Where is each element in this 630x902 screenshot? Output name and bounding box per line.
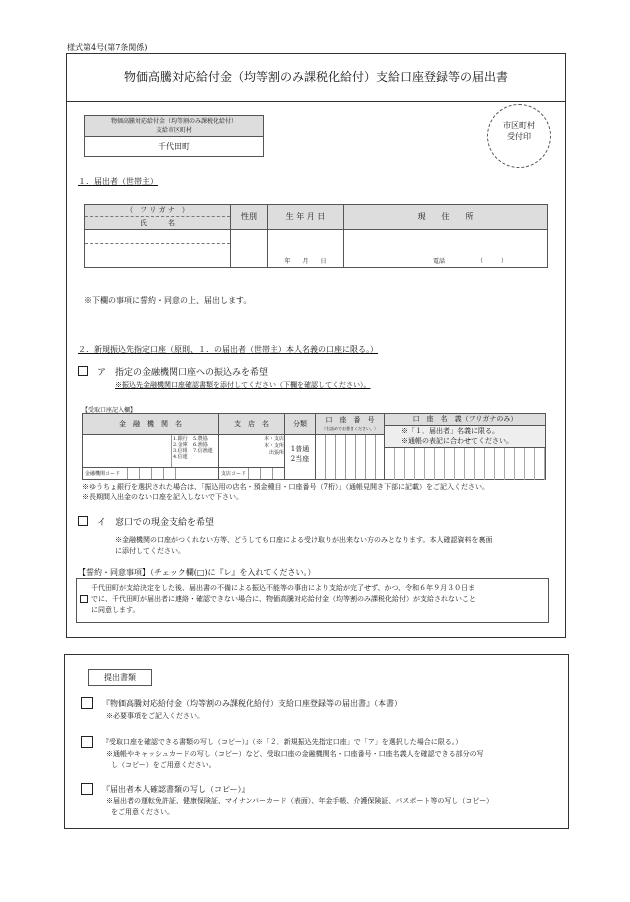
bank-type-col2: 5.農協 6.漁協 7.信漁連 xyxy=(193,436,213,454)
doc2-note2: し（コピー）をご用意ください。 xyxy=(111,761,216,769)
doc1-note1: ※必要事項をご記入ください。 xyxy=(106,712,204,720)
phone-parens: （ ） xyxy=(477,258,508,265)
option-a-label: ア 指定の金融機関口座への振込みを希望 xyxy=(97,368,269,378)
doc3-checkbox[interactable] xyxy=(81,783,93,795)
option-a-note: ※振込先金融機関口座確認書類を添付してください（下欄を確認してください）。 xyxy=(115,381,371,389)
gender-header: 性別 xyxy=(231,205,267,229)
consent-line1: 千代田町が支給決定をした後、届出書の不備による振込不能等の事由により支給が完了せず、かつ、令和６年９月３０日ま xyxy=(91,584,476,592)
holder-header: 口 座 名 義（フリガナのみ） xyxy=(385,414,545,425)
account-types[interactable]: 1普通 2当座 xyxy=(290,445,310,463)
account-number-input[interactable] xyxy=(316,435,384,479)
doc2-checkbox[interactable] xyxy=(81,736,93,748)
stamp-line2: 受付印 xyxy=(507,132,531,141)
option-i-note1: ※金融機関の口座がつくれない方等、どうしても口座による受け取りが出来ない方のみとなります。本人確認資料を裏面 xyxy=(115,536,493,544)
branch-code-input[interactable] xyxy=(248,468,285,479)
name-header: 氏 名 xyxy=(85,216,230,229)
furigana-input[interactable] xyxy=(85,229,230,244)
bank-type-col1: 1.銀行 2.金庫 3.信組 4.信連 xyxy=(173,436,188,460)
branch-code-label: 支店コード xyxy=(221,471,247,477)
applicant-table xyxy=(84,204,548,268)
bank-table-caption: 【受取口座記入欄】 xyxy=(82,407,137,414)
bank-name-input[interactable] xyxy=(83,435,171,467)
birth-units: 年 月 日 xyxy=(284,258,327,265)
municipality-label-1: 物価高騰対応給付金（均等割のみ課税化給付） xyxy=(110,118,237,125)
reception-stamp xyxy=(487,104,551,168)
bank-table xyxy=(82,413,546,480)
documents-box xyxy=(64,654,569,829)
doc1-title: 『物価高騰対応給付金（均等割のみ課税化給付）支給口座登録等の届出書』（本書） xyxy=(102,699,402,708)
municipality-value: 千代田町 xyxy=(158,142,190,151)
branch-header: 支 店 名 xyxy=(219,414,284,434)
bank-code-label: 金融機関コード xyxy=(85,471,121,477)
phone-label: 電話 xyxy=(433,258,446,265)
section2-heading: ２．新規振込先指定口座（原則、１．の届出者（世帯主）本人名義の口座に限る。） xyxy=(78,345,378,354)
municipality-label-2: 支給市区町村 xyxy=(155,127,192,134)
gender-input[interactable] xyxy=(231,229,267,268)
branch-types: 本・支店 本・支所 出張所 xyxy=(263,436,284,456)
doc3-note2: をご用意ください。 xyxy=(111,808,174,816)
doc3-title: 『届出者本人確認書類の写し（コピー）』 xyxy=(102,785,250,794)
municipality-box xyxy=(84,115,264,157)
doc1-checkbox[interactable] xyxy=(81,697,93,709)
account-type-header: 分類 xyxy=(285,414,315,434)
doc2-note1: ※通帳やキャッシュカードの写し（コピー）など、受取口座の金融機関名・口座番号・口座名義人を確認できる部分の写 xyxy=(106,750,484,758)
bank-code-input[interactable] xyxy=(127,468,176,479)
long-term-note: ※長期間入出金のない口座を記入しないで下さい。 xyxy=(82,493,243,501)
option-a-checkbox[interactable] xyxy=(78,366,88,376)
consent-line2: でに、千代田町が届出者に連絡・確認できない場合に、物価高騰対応給付金（均等割のみ課税化給付）が支給されないこと xyxy=(91,595,476,603)
holder-notes: ※「１．届出者」名義に限る。 ※通帳の表記に合わせてください。 xyxy=(385,425,545,447)
option-i-checkbox[interactable] xyxy=(78,516,88,526)
consent-checkbox[interactable] xyxy=(80,595,88,603)
furigana-header: （ フ リ ガ ナ ） xyxy=(85,205,230,216)
section1-heading: １．届出者（世帯主） xyxy=(78,177,158,186)
address-header: 現 住 所 xyxy=(344,205,547,229)
doc3-note1: ※届出者の運転免許証、健康保険証、マイナンバーカード（表面）、年金手帳、介護保険証、パスポート等の写し（コピー） xyxy=(106,797,494,805)
consent-box xyxy=(76,578,549,623)
account-number-header: 口 座 番 号 （右詰めでお書きください。） xyxy=(316,414,384,434)
holder-input[interactable] xyxy=(385,447,545,480)
consent-line3: に同意します。 xyxy=(91,606,140,614)
stamp-line1: 市区町村 xyxy=(503,121,535,130)
pledge-note: ※下欄の事項に誓約・同意の上、届出します。 xyxy=(84,296,252,305)
birth-header: 生 年 月 日 xyxy=(268,205,343,229)
form-number: 様式第4号(第7条関係) xyxy=(67,43,148,52)
name-input[interactable] xyxy=(85,243,230,268)
yucho-note: ※ゆうちょ銀行を選択された場合は、「振込用の店名・預金種目・口座番号（7桁）」（通帳見開き下部に記載）をご記入ください。 xyxy=(82,483,489,491)
branch-input[interactable] xyxy=(219,435,257,467)
bank-name-header: 金 融 機 関 名 xyxy=(83,414,218,434)
option-i-note2: に添付してください。 xyxy=(115,547,185,555)
form-title: 物価高騰対応給付金（均等割のみ課税化給付）支給口座登録等の届出書 xyxy=(67,54,565,102)
option-i-label: イ 窓口での現金支給を希望 xyxy=(97,518,215,528)
doc2-title: 『受取口座を確認できる書類の写し（コピー）』（※「２．新規振込先指定口座」で「ア」を選択した場合に限る。） xyxy=(102,738,463,746)
address-input[interactable] xyxy=(344,229,547,268)
consent-heading: 【誓約・同意事項】（チェック欄(□)に『レ』を入れてください。） xyxy=(78,568,316,577)
documents-heading: 提出書類 xyxy=(88,669,152,686)
